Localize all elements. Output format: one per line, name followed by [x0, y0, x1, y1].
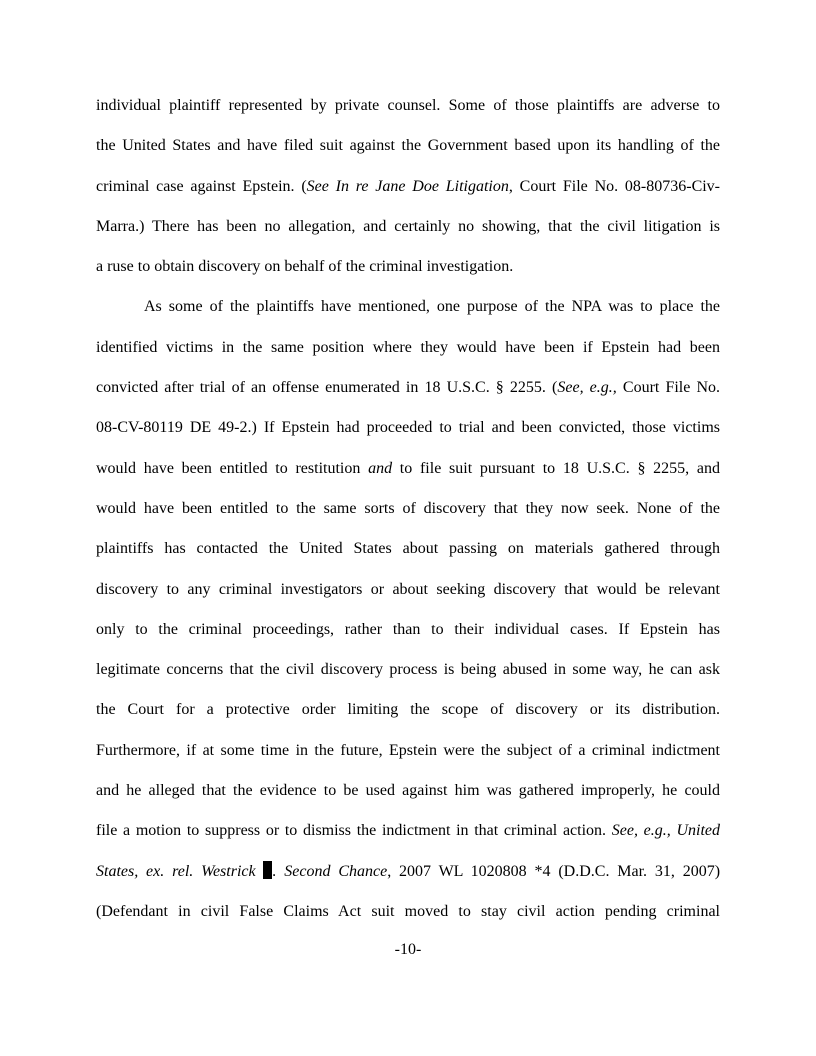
text-line: individual plaintiff represented by private counsel. Some of those plaintiffs are adverse to: [96, 97, 720, 114]
text-line: would have been entitled to the same sorts of discovery that they now seek. None of the: [96, 499, 720, 517]
text-line: 08-CV-80119 DE 49-2.) If Epstein had proceeded to trial and been convicted, those victims: [96, 419, 720, 437]
text-line: would have been entitled to restitution and to file suit pursuant to 18 U.S.C. § 2255, and: [96, 459, 720, 477]
text-line: only to the criminal proceedings, rather than to their individual cases. If Epstein has: [96, 620, 720, 638]
text-line: a ruse to obtain discovery on behalf of the criminal investigation.: [96, 258, 514, 276]
page-number: -10-: [394, 941, 422, 958]
text-line: convicted after trial of an offense enumerated in 18 U.S.C. § 2255. (See, e.g., Court File No.: [96, 379, 721, 397]
text-line: the Court for a protective order limiting the scope of discovery or its distribution.: [96, 701, 720, 719]
text-line: Marra.) There has been no allegation, and certainly no showing, that the civil litigation is: [96, 217, 720, 235]
text-line: identified victims in the same position where they would have been if Epstein had been: [96, 338, 720, 356]
text-line: Furthermore, if at some time in the future, Epstein were the subject of a criminal indictment: [96, 741, 720, 759]
text-line: the United States and have filed suit against the Government based upon its handling of the: [96, 137, 720, 155]
text-line: file a motion to suppress or to dismiss the indictment in that criminal action. See, e.g., United: [96, 822, 721, 840]
document-page: [96, 94, 720, 940]
text-line: plaintiffs has contacted the United States about passing on materials gathered through: [96, 540, 720, 558]
text-line: criminal case against Epstein. (See In re Jane Doe Litigation, Court File No. 08-80736-Civ-: [96, 177, 721, 195]
text-line: and he alleged that the evidence to be used against him was gathered improperly, he could: [96, 782, 720, 800]
text-line: legitimate concerns that the civil discovery process is being abused in some way, he can ask: [96, 661, 720, 679]
text-line: discovery to any criminal investigators or about seeking discovery that would be relevant: [96, 580, 720, 598]
text-line: (Defendant in civil False Claims Act suit moved to stay civil action pending criminal: [96, 902, 720, 920]
text-line: States, ex. rel. Westrick . Second Chance, 2007 WL 1020808 *4 (D.D.C. Mar. 31, 2007): [96, 862, 721, 880]
text-line: As some of the plaintiffs have mentioned, one purpose of the NPA was to place the: [144, 298, 720, 316]
